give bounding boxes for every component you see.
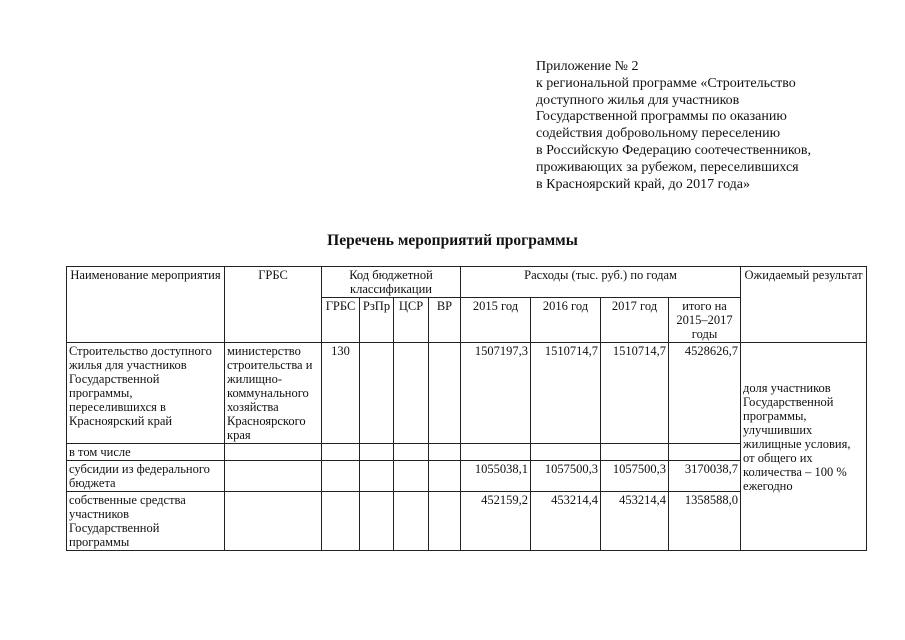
cell-rzpr: [360, 444, 394, 461]
cell-name: в том числе: [67, 444, 225, 461]
cell-name: собственные средства участников Государственной программы: [67, 492, 225, 551]
program-measures-table: [66, 266, 867, 551]
cell-code-grbs: [322, 492, 360, 551]
cell-2016: 1057500,3: [531, 461, 601, 492]
cell-grbs: министерство строительства и жилищно-коммунального хозяйства Красноярского края: [225, 343, 322, 444]
cell-code-grbs: [322, 444, 360, 461]
subheader-2015: 2015 год: [461, 298, 531, 343]
header-budget-code: Код бюджетной классификации: [322, 267, 461, 298]
appendix-line: к региональной программе «Строительство: [536, 75, 796, 91]
cell-rzpr: [360, 492, 394, 551]
cell-total: 1358588,0: [669, 492, 741, 551]
cell-vr: [429, 343, 461, 444]
cell-name: Строительство доступного жилья для участников Государственной программы, переселившихся в Красноярский край: [67, 343, 225, 444]
cell-2017: 1057500,3: [601, 461, 669, 492]
cell-code-grbs: 130: [322, 343, 360, 444]
cell-grbs: [225, 492, 322, 551]
cell-csr: [394, 343, 429, 444]
appendix-line: содействия добровольному переселению: [536, 126, 781, 142]
cell-name: субсидии из федерального бюджета: [67, 461, 225, 492]
header-grbs: ГРБС: [225, 267, 322, 343]
subheader-2016: 2016 год: [531, 298, 601, 343]
appendix-block: [536, 59, 876, 193]
cell-csr: [394, 492, 429, 551]
appendix-line: Государственной программы по оказанию: [536, 109, 787, 125]
cell-2017: 453214,4: [601, 492, 669, 551]
cell-total: [669, 444, 741, 461]
subheader-csr: ЦСР: [394, 298, 429, 343]
cell-vr: [429, 444, 461, 461]
subheader-total: итого на 2015–2017 годы: [669, 298, 741, 343]
result-spacer: [743, 344, 864, 381]
header-row: [67, 267, 867, 298]
cell-2015: 1507197,3: [461, 343, 531, 444]
header-expenses: Расходы (тыс. руб.) по годам: [461, 267, 741, 298]
cell-2015: [461, 444, 531, 461]
header-result: Ожидаемый результат: [741, 267, 867, 343]
subheader-vr: ВР: [429, 298, 461, 343]
cell-vr: [429, 461, 461, 492]
subheader-grbs: ГРБС: [322, 298, 360, 343]
cell-rzpr: [360, 343, 394, 444]
appendix-line: Приложение № 2: [536, 59, 639, 74]
cell-vr: [429, 492, 461, 551]
result-text: доля участников Государственной программы, улучшивших жилищные условия, от общего их количества – 100 % ежегодно: [743, 381, 851, 493]
appendix-line: доступного жилья для участников: [536, 92, 740, 108]
document-title: Перечень мероприятий программы: [327, 232, 578, 249]
cell-code-grbs: [322, 461, 360, 492]
cell-total: 3170038,7: [669, 461, 741, 492]
cell-total: 4528626,7: [669, 343, 741, 444]
cell-2016: 453214,4: [531, 492, 601, 551]
cell-2016: [531, 444, 601, 461]
cell-csr: [394, 444, 429, 461]
cell-2015: 452159,2: [461, 492, 531, 551]
cell-rzpr: [360, 461, 394, 492]
appendix-line: проживающих за рубежом, переселившихся: [536, 159, 799, 175]
subheader-rzpr: РзПр: [360, 298, 394, 343]
table-row: [67, 343, 867, 444]
appendix-line: в Российскую Федерацию соотечественников,: [536, 142, 812, 158]
cell-2016: 1510714,7: [531, 343, 601, 444]
cell-result: [741, 343, 867, 551]
header-name: Наименование мероприятия: [67, 267, 225, 343]
cell-csr: [394, 461, 429, 492]
cell-2017: 1510714,7: [601, 343, 669, 444]
cell-grbs: [225, 461, 322, 492]
cell-2015: 1055038,1: [461, 461, 531, 492]
cell-grbs: [225, 444, 322, 461]
cell-2017: [601, 444, 669, 461]
subheader-2017: 2017 год: [601, 298, 669, 343]
appendix-line: в Красноярский край, до 2017 года»: [536, 176, 750, 192]
